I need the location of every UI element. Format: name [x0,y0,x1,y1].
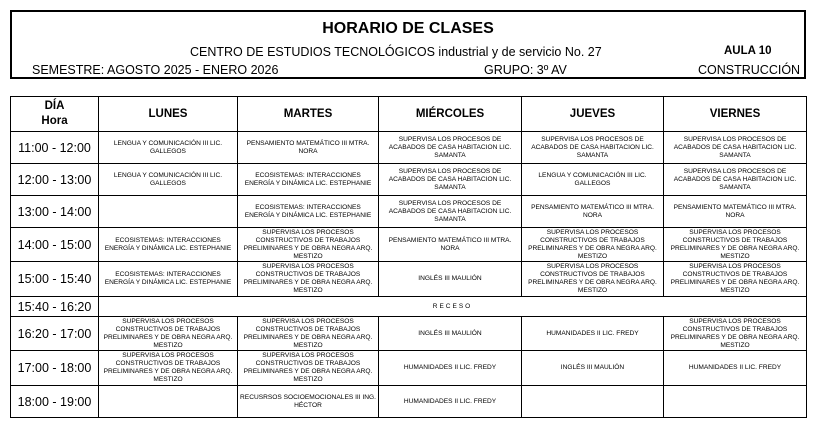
class-cell: PENSAMIENTO MATEMÁTICO III MTRA. NORA [238,132,379,164]
class-cell: SUPERVISA LOS PROCESOS DE ACABADOS DE CASA HABITACION LIC. SAMANTA [379,132,522,164]
class-cell: ECOSISTEMAS: INTERACCIONES ENERGÍA Y DINÁMICA LIC. ESTEPHANIE [99,262,238,297]
hour-cell: 12:00 - 13:00 [11,164,99,196]
hour-cell: 17:00 - 18:00 [11,351,99,386]
class-cell: SUPERVISA LOS PROCESOS CONSTRUCTIVOS DE TRABAJOS PRELIMINARES Y DE OBRA NEGRA ARQ. MESTIZO [238,228,379,262]
class-cell [522,386,664,418]
class-cell: HUMANIDADES II LIC. FREDY [379,351,522,386]
class-cell: HUMANIDADES II LIC. FREDY [522,317,664,351]
class-cell: SUPERVISA LOS PROCESOS CONSTRUCTIVOS DE TRABAJOS PRELIMINARES Y DE OBRA NEGRA ARQ. MESTIZO [99,351,238,386]
schedule-row [11,196,807,228]
hour-cell: 18:00 - 19:00 [11,386,99,418]
class-cell [99,386,238,418]
hour-cell: 15:40 - 16:20 [11,297,99,317]
class-cell: SUPERVISA LOS PROCESOS CONSTRUCTIVOS DE TRABAJOS PRELIMINARES Y DE OBRA NEGRA ARQ. MESTIZO [238,317,379,351]
class-cell: INGLÉS III MAULIÓN [379,317,522,351]
day-header-miercoles: MIÉRCOLES [379,97,522,132]
day-header-jueves: JUEVES [522,97,664,132]
class-cell: LENGUA Y COMUNICACIÓN III LIC. GALLEGOS [99,164,238,196]
semester-label: SEMESTRE: AGOSTO 2025 - ENERO 2026 [32,63,279,77]
class-cell: PENSAMIENTO MATEMÁTICO III MTRA. NORA [379,228,522,262]
class-cell [99,196,238,228]
class-cell [664,386,807,418]
schedule-row [11,132,807,164]
class-cell: ECOSISTEMAS: INTERACCIONES ENERGÍA Y DINÁMICA LIC. ESTEPHANIE [238,164,379,196]
class-cell: SUPERVISA LOS PROCESOS DE ACABADOS DE CASA HABITACION LIC. SAMANTA [664,164,807,196]
hour-label: Hora [41,115,68,127]
class-cell: SUPERVISA LOS PROCESOS CONSTRUCTIVOS DE TRABAJOS PRELIMINARES Y DE OBRA NEGRA ARQ. MESTIZO [664,228,807,262]
hour-cell: 11:00 - 12:00 [11,132,99,164]
class-cell: HUMANIDADES II LIC. FREDY [664,351,807,386]
page-title: HORARIO DE CLASES [322,20,494,37]
day-header-martes: MARTES [238,97,379,132]
schedule-header [10,10,806,79]
group-label: GRUPO: 3º AV [484,63,567,77]
schedule-row [11,297,807,317]
class-cell: SUPERVISA LOS PROCESOS CONSTRUCTIVOS DE TRABAJOS PRELIMINARES Y DE OBRA NEGRA ARQ. MESTIZO [522,228,664,262]
class-cell: SUPERVISA LOS PROCESOS CONSTRUCTIVOS DE TRABAJOS PRELIMINARES Y DE OBRA NEGRA ARQ. MESTIZO [522,262,664,297]
schedule-row [11,351,807,386]
class-cell: ECOSISTEMAS: INTERACCIONES ENERGÍA Y DINÁMICA LIC. ESTEPHANIE [99,228,238,262]
class-cell: HUMANIDADES II LIC. FREDY [379,386,522,418]
days-header-row [11,97,807,132]
class-cell: SUPERVISA LOS PROCESOS CONSTRUCTIVOS DE TRABAJOS PRELIMINARES Y DE OBRA NEGRA ARQ. MESTIZO [664,317,807,351]
class-cell: RECUSRSOS SOCIOEMOCIONALES III ING. HÉCTOR [238,386,379,418]
class-cell: SUPERVISA LOS PROCESOS CONSTRUCTIVOS DE TRABAJOS PRELIMINARES Y DE OBRA NEGRA ARQ. MESTIZO [99,317,238,351]
class-cell: SUPERVISA LOS PROCESOS CONSTRUCTIVOS DE TRABAJOS PRELIMINARES Y DE OBRA NEGRA ARQ. MESTIZO [238,262,379,297]
hour-cell: 14:00 - 15:00 [11,228,99,262]
class-cell: PENSAMIENTO MATEMÁTICO III MTRA. NORA [664,196,807,228]
classroom-label: AULA 10 [724,45,772,57]
class-cell: LENGUA Y COMUNICACIÓN III LIC. GALLEGOS [522,164,664,196]
schedule-table [10,96,807,418]
recess-cell: RECESO [99,297,807,317]
class-cell: LENGUA Y COMUNICACIÓN III LIC. GALLEGOS [99,132,238,164]
day-header-viernes: VIERNES [664,97,807,132]
class-cell: SUPERVISA LOS PROCESOS DE ACABADOS DE CASA HABITACION LIC. SAMANTA [664,132,807,164]
hour-cell: 13:00 - 14:00 [11,196,99,228]
schedule-row [11,164,807,196]
hour-cell: 16:20 - 17:00 [11,317,99,351]
school-name: CENTRO DE ESTUDIOS TECNOLÓGICOS industrial y de servicio No. 27 [190,45,602,59]
day-label: DÍA [44,100,65,112]
schedule-row [11,228,807,262]
class-cell: SUPERVISA LOS PROCESOS DE ACABADOS DE CASA HABITACION LIC. SAMANTA [379,164,522,196]
corner-cell [11,97,99,132]
schedule-row [11,317,807,351]
schedule-row [11,262,807,297]
specialty-label: CONSTRUCCIÓN [698,63,801,77]
class-cell: SUPERVISA LOS PROCESOS DE ACABADOS DE CASA HABITACION LIC. SAMANTA [522,132,664,164]
class-cell: SUPERVISA LOS PROCESOS CONSTRUCTIVOS DE TRABAJOS PRELIMINARES Y DE OBRA NEGRA ARQ. MESTIZO [238,351,379,386]
day-header-lunes: LUNES [99,97,238,132]
class-cell: INGLÉS III MAULIÓN [522,351,664,386]
hour-cell: 15:00 - 15:40 [11,262,99,297]
class-cell: INGLÉS III MAULIÓN [379,262,522,297]
class-cell: SUPERVISA LOS PROCESOS DE ACABADOS DE CASA HABITACION LIC. SAMANTA [379,196,522,228]
class-cell: ECOSISTEMAS: INTERACCIONES ENERGÍA Y DINÁMICA LIC. ESTEPHANIE [238,196,379,228]
class-cell: SUPERVISA LOS PROCESOS CONSTRUCTIVOS DE TRABAJOS PRELIMINARES Y DE OBRA NEGRA ARQ. MESTIZO [664,262,807,297]
class-cell: PENSAMIENTO MATEMÁTICO III MTRA. NORA [522,196,664,228]
schedule-row [11,386,807,418]
